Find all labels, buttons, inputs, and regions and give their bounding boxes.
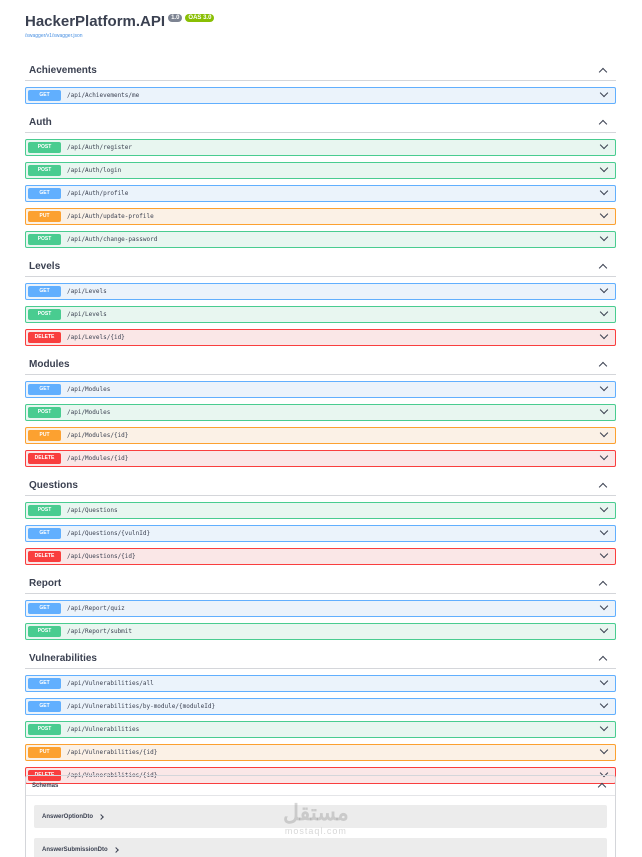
tag-header[interactable] [25, 475, 616, 496]
operations-list [25, 675, 616, 784]
tag-header[interactable] [25, 112, 616, 133]
operation-path: /api/Auth/profile [67, 190, 129, 197]
tag-section-auth [25, 112, 616, 248]
operations-list [25, 283, 616, 346]
operation-put[interactable] [25, 744, 616, 761]
operations-list [25, 87, 616, 104]
method-badge: DELETE [28, 453, 61, 464]
operation-path: /api/Vulnerabilities/by-module/{moduleId} [67, 703, 216, 710]
operation-delete[interactable] [25, 329, 616, 346]
operation-path: /api/Modules [67, 409, 111, 416]
operations-container [25, 60, 616, 784]
chevron-up-icon[interactable] [599, 119, 607, 127]
chevron-up-icon[interactable] [598, 783, 606, 791]
operation-path: /api/Levels [67, 288, 107, 295]
operation-path: /api/Modules [67, 386, 111, 393]
method-badge: DELETE [28, 332, 61, 343]
operation-path: /api/Vulnerabilities/{id} [67, 772, 158, 779]
tag-section-levels [25, 256, 616, 346]
method-badge: PUT [28, 211, 61, 222]
operation-path: /api/Levels [67, 311, 107, 318]
operation-path: /api/Levels/{id} [67, 334, 125, 341]
method-badge: DELETE [28, 770, 61, 781]
method-badge: PUT [28, 430, 61, 441]
chevron-up-icon[interactable] [599, 482, 607, 490]
operation-post[interactable] [25, 162, 616, 179]
swagger-json-link[interactable]: /swagger/v1/swagger.json [25, 33, 83, 39]
operation-post[interactable] [25, 404, 616, 421]
method-badge: POST [28, 309, 61, 320]
operation-put[interactable] [25, 427, 616, 444]
oas-badge: OAS 3.0 [185, 14, 214, 22]
operations-list [25, 139, 616, 248]
schema-name: AnswerSubmissionDto [42, 846, 108, 853]
operation-post[interactable] [25, 139, 616, 156]
chevron-up-icon[interactable] [599, 655, 607, 663]
method-badge: GET [28, 603, 61, 614]
operation-delete[interactable] [25, 548, 616, 565]
tag-header[interactable] [25, 60, 616, 81]
page-header [25, 12, 214, 42]
operations-list [25, 502, 616, 565]
method-badge: POST [28, 142, 61, 153]
operation-get[interactable] [25, 698, 616, 715]
operation-path: /api/Questions/{id} [67, 553, 136, 560]
method-badge: POST [28, 626, 61, 637]
tag-header[interactable] [25, 354, 616, 375]
tag-title: Levels [29, 260, 61, 272]
method-badge: GET [28, 528, 61, 539]
operation-get[interactable] [25, 87, 616, 104]
schemas-title: Schemas [32, 782, 59, 789]
method-badge: GET [28, 90, 61, 101]
operation-path: /api/Vulnerabilities [67, 726, 140, 733]
operation-path: /api/Questions [67, 507, 118, 514]
operation-post[interactable] [25, 306, 616, 323]
chevron-up-icon[interactable] [599, 580, 607, 588]
watermark-domain: mostaql.com [284, 826, 347, 836]
schemas-header[interactable] [26, 776, 615, 796]
method-badge: GET [28, 188, 61, 199]
tag-title: Report [29, 577, 62, 589]
method-badge: POST [28, 505, 61, 516]
schema-name: AnswerOptionDto [42, 813, 93, 820]
tag-header[interactable] [25, 648, 616, 669]
tag-title: Modules [29, 358, 70, 370]
chevron-up-icon[interactable] [599, 361, 607, 369]
operation-path: /api/Auth/register [67, 144, 133, 151]
operation-get[interactable] [25, 675, 616, 692]
tag-section-report [25, 573, 616, 640]
operation-post[interactable] [25, 502, 616, 519]
tag-title: Vulnerabilities [29, 652, 97, 664]
method-badge: GET [28, 701, 61, 712]
operation-path: /api/Modules/{id} [67, 455, 129, 462]
method-badge: GET [28, 384, 61, 395]
chevron-right-icon [113, 847, 119, 853]
method-badge: POST [28, 407, 61, 418]
tag-section-modules [25, 354, 616, 467]
chevron-right-icon [98, 814, 104, 820]
operation-post[interactable] [25, 623, 616, 640]
operation-delete[interactable] [25, 450, 616, 467]
tag-header[interactable] [25, 256, 616, 277]
tag-title: Auth [29, 116, 52, 128]
app-title: HackerPlatform.API [25, 13, 166, 30]
method-badge: POST [28, 234, 61, 245]
method-badge: PUT [28, 747, 61, 758]
operation-get[interactable] [25, 185, 616, 202]
operation-path: /api/Report/submit [67, 628, 133, 635]
method-badge: POST [28, 165, 61, 176]
tag-section-vulnerabilities [25, 648, 616, 784]
watermark [283, 800, 349, 836]
tag-section-questions [25, 475, 616, 565]
chevron-up-icon[interactable] [599, 263, 607, 271]
operation-post[interactable] [25, 231, 616, 248]
operation-get[interactable] [25, 600, 616, 617]
operation-put[interactable] [25, 208, 616, 225]
tag-title: Achievements [29, 64, 97, 76]
operations-list [25, 381, 616, 467]
method-badge: GET [28, 678, 61, 689]
operation-path: /api/Auth/update-profile [67, 213, 154, 220]
tag-header[interactable] [25, 573, 616, 594]
schema-item[interactable] [34, 838, 607, 857]
operation-path: /api/Report/quiz [67, 605, 125, 612]
method-badge: DELETE [28, 551, 61, 562]
operation-path: /api/Achievements/me [67, 92, 140, 99]
operation-path: /api/Vulnerabilities/{id} [67, 749, 158, 756]
operation-path: /api/Vulnerabilities/all [67, 680, 154, 687]
operation-post[interactable] [25, 721, 616, 738]
operation-get[interactable] [25, 381, 616, 398]
operation-get[interactable] [25, 525, 616, 542]
chevron-up-icon[interactable] [599, 67, 607, 75]
watermark-logo: مستقل [283, 800, 349, 825]
tag-title: Questions [29, 479, 78, 491]
method-badge: GET [28, 286, 61, 297]
operation-path: /api/Auth/change-password [67, 236, 158, 243]
tag-section-achievements [25, 60, 616, 104]
operation-path: /api/Questions/{vulnId} [67, 530, 151, 537]
method-badge: POST [28, 724, 61, 735]
operation-get[interactable] [25, 283, 616, 300]
operation-path: /api/Auth/login [67, 167, 122, 174]
operations-list [25, 600, 616, 640]
version-badge: 1.0 [168, 14, 182, 22]
operation-path: /api/Modules/{id} [67, 432, 129, 439]
